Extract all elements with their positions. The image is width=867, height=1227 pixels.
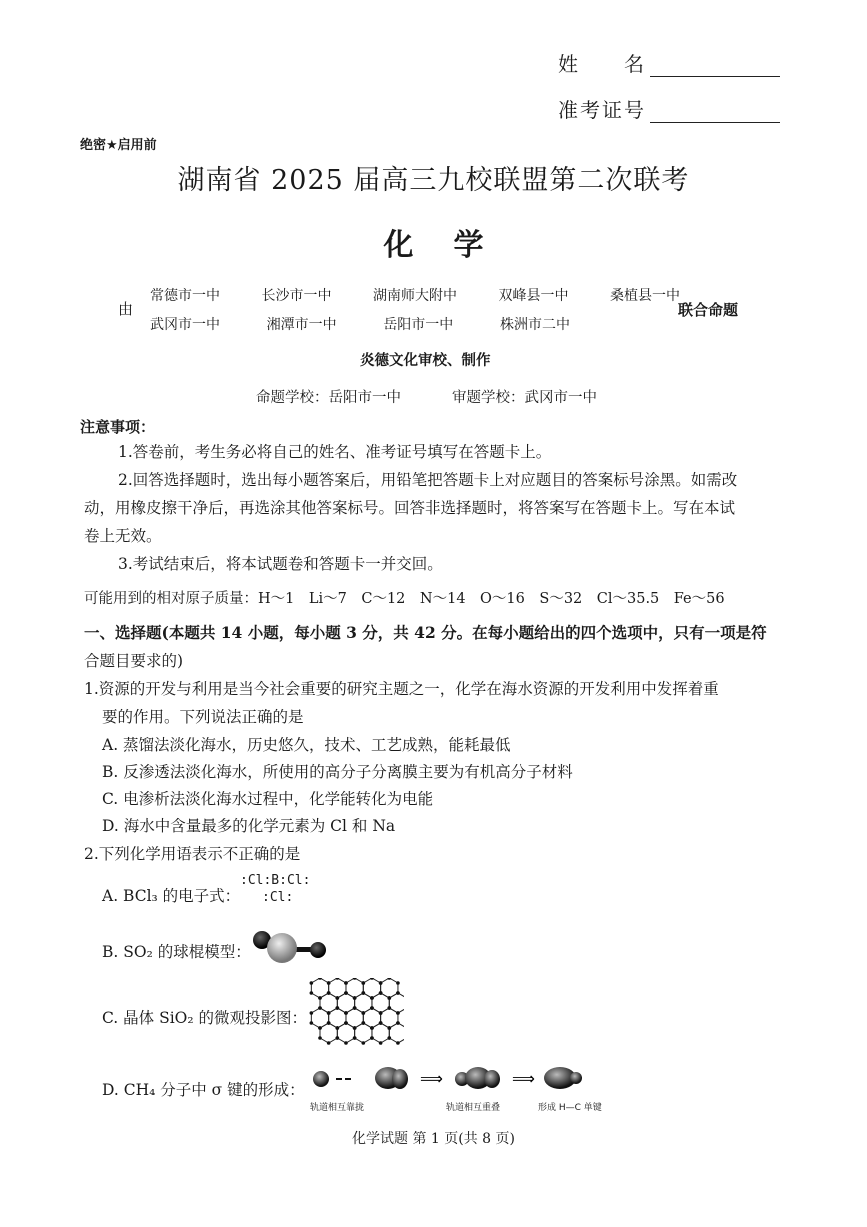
school-item: 桑植县一中 [610,288,680,304]
q2-option-b[interactable]: B. SO₂ 的球棍模型： [102,943,251,961]
secret-label: 绝密★启用前 [80,138,157,153]
q2-stem: 2.下列化学用语表示不正确的是 [84,845,301,863]
exam-title: 湖南省 2025 届高三九校联盟第二次联考 [177,165,690,196]
note-item: 1.答卷前，考生务必将自己的姓名、准考证号填写在答题卡上。 [118,443,552,461]
producer-line: 炎德文化审校、制作 [360,352,491,369]
orbital-overlap-diagram-icon [310,1064,610,1094]
school-item: 双峰县一中 [498,288,569,304]
school-item: 武冈市一中 [150,317,220,333]
school-item: 常德市一中 [150,288,220,304]
bcl3-formula-bottom: :Cl: [262,890,294,905]
reviewer-school: 审题学校：武冈市一中 [452,390,597,406]
section-heading [84,619,767,647]
q1-option-d[interactable]: D. 海水中含量最多的化学元素为 Cl 和 Na [102,817,396,835]
exam-id-field [558,94,780,123]
q1-stem: 1.资源的开发与利用是当今社会重要的研究主题之一，化学在海水资源的开发利用中发挥着重 [84,680,719,698]
section-heading-text: 一、选择题(本题共 14 小题，每小题 3 分，共 42 分。在每小题给出的四个选项中，只有一项是符 [84,623,767,642]
schools-prefix: 由 [118,300,134,318]
q1-stem-cont: 要的作用。下列说法正确的是 [102,708,304,726]
schools-row-1 [150,285,680,305]
q2-option-c[interactable]: C. 晶体 SiO₂ 的微观投影图： [102,1009,308,1027]
school-item: 岳阳市一中 [383,317,454,333]
exam-id-blank[interactable] [650,100,780,123]
school-item: 湘潭市一中 [266,317,337,333]
name-label: 姓 名 [558,52,646,76]
orbital-caption: 轨道相互靠拢 [310,1103,365,1113]
schools-row-2 [150,314,570,334]
note-item: 2.回答选择题时，选出每小题答案后，用铅笔把答题卡上对应题目的答案标号涂黑。如需改 [118,471,738,489]
name-field [558,48,780,77]
name-blank[interactable] [650,54,780,77]
svg-text:⟹: ⟹ [512,1069,535,1088]
bcl3-formula-top: :Cl:B:Cl: [240,873,311,888]
note-item: 卷上无效。 [84,527,162,545]
orbital-caption: 轨道相互重叠 [446,1103,501,1113]
schools-suffix: 联合命题 [678,301,739,319]
svg-text:⟹: ⟹ [420,1069,443,1088]
q1-option-b[interactable]: B. 反渗透法淡化海水，所使用的高分子分离膜主要为有机高分子材料 [102,763,573,781]
q1-option-c[interactable]: C. 电渗析法淡化海水过程中，化学能转化为电能 [102,790,434,808]
atomic-masses: 可能用到的相对原子质量：H～1 Li～7 C～12 N～14 O～16 S～32 Cl～35.5 Fe～56 [84,591,725,607]
section-heading-cont: 合题目要求的) [84,652,184,670]
exam-id-label: 准考证号 [558,98,646,122]
proposer-school: 命题学校：岳阳市一中 [256,390,401,406]
q2-option-a[interactable]: A. BCl₃ 的电子式： [102,887,241,905]
page-footer: 化学试题 第 1 页(共 8 页) [352,1131,515,1147]
school-item: 湖南师大附中 [373,288,457,304]
school-item: 株洲市二中 [499,317,570,333]
notes-heading: 注意事项： [80,418,156,436]
note-item: 3.考试结束后，将本试题卷和答题卡一并交回。 [118,555,443,573]
note-item: 动，用橡皮擦干净后，再选涂其他答案标号。回答非选择题时，将答案写在答题卡上。写在本试 [84,499,736,517]
bcl3-electron-formula [240,872,310,906]
sio2-projection-icon [308,978,404,1050]
q1-option-a[interactable]: A. 蒸馏法淡化海水，历史悠久，技术、工艺成熟，能耗最低 [102,736,511,754]
school-item: 长沙市一中 [261,288,332,304]
so2-ball-stick-icon [250,926,330,972]
subject-title: 化学 [383,228,524,263]
orbital-caption: 形成 H—C 单键 [538,1103,602,1113]
q2-option-d[interactable]: D. CH₄ 分子中 σ 键的形成： [102,1081,305,1099]
